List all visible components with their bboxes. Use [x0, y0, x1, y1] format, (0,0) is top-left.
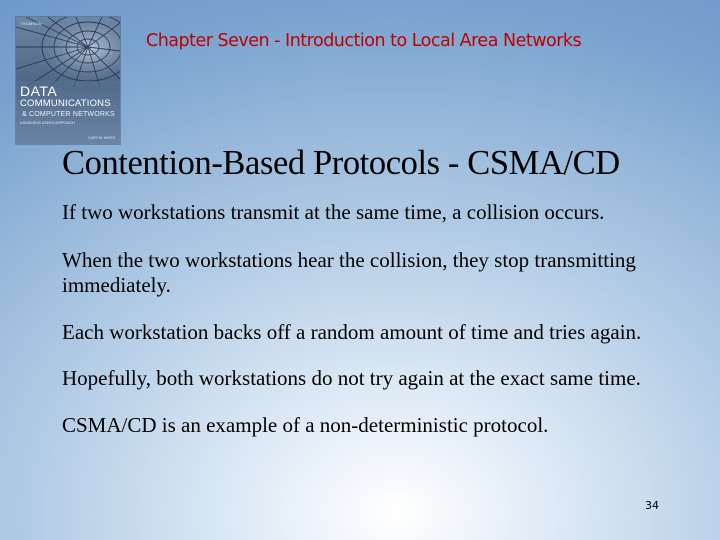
bullet-item: Each workstation backs off a random amount of time and tries again. [62, 319, 642, 344]
bullet-item: If two workstations transmit at the same time, a collision occurs. [62, 200, 605, 224]
cover-subtitle: A BUSINESS USER'S APPROACH [20, 121, 75, 125]
book-cover-image [16, 17, 120, 144]
cover-publisher-text: THOMSON [20, 21, 42, 26]
bullet-item: When the two workstations hear the collision, they stop transmitting immediately. [62, 247, 636, 297]
bullet-list [62, 200, 672, 438]
slide-title: Contention-Based Protocols - CSMA/CD [62, 144, 620, 182]
cover-title-line2: COMMUNICATIONS [20, 98, 111, 109]
cover-title-line3: & COMPUTER NETWORKS [22, 111, 115, 118]
cover-author: CURT M. WHITE [88, 136, 115, 140]
chapter-header: Chapter Seven - Introduction to Local Area Networks [146, 31, 582, 51]
bullet-item: CSMA/CD is an example of a non-deterministic protocol. [62, 412, 549, 437]
page-number: 34 [645, 499, 659, 512]
cover-title-line1: DATA [20, 83, 58, 99]
bullet-item: Hopefully, both workstations do not try again at the exact same time. [62, 366, 641, 390]
